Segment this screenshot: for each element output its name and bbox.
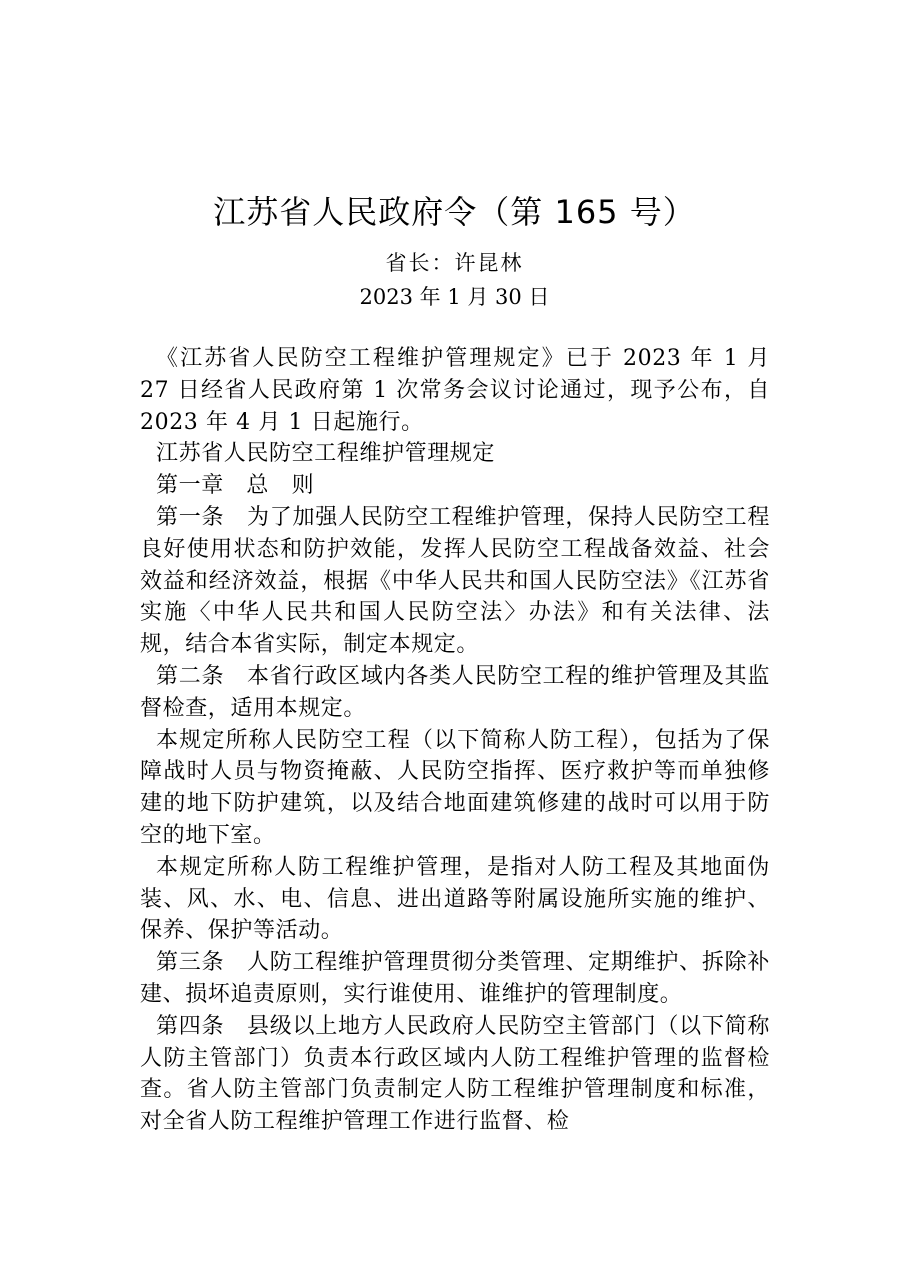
article-paragraph: 本规定所称人防工程维护管理，是指对人防工程及其地面伪装、风、水、电、信息、进出道路等附属设施所实施的维护、保养、保护等活动。 <box>140 854 770 944</box>
article-paragraph: 第二条 本省行政区域内各类人民防空工程的维护管理及其监督检查，适用本规定。 <box>140 663 770 721</box>
article-paragraph: 第四条 县级以上地方人民政府人民防空主管部门（以下简称人防主管部门）负责本行政区域内人防工程维护管理的监督检查。省人防主管部门负责制定人防工程维护管理制度和标准，对全省人防工程维护管理工作进行监督、检 <box>140 1013 770 1135</box>
article-paragraph: 第三条 人防工程维护管理贯彻分类管理、定期维护、拆除补建、损坏追责原则，实行谁使用、谁维护的管理制度。 <box>140 950 770 1007</box>
chapter-heading: 第一章 总 则 <box>156 473 315 499</box>
article-paragraph: 本规定所称人民防空工程（以下简称人防工程），包括为了保障战时人员与物资掩蔽、人民防空指挥、医疗救护等而单独修建的地下防护建筑，以及结合地面建筑修建的战时可以用于防空的地下室。 <box>140 727 770 848</box>
document-title: 江苏省人民政府令（第 165 号） <box>213 193 696 231</box>
promulgation-paragraph: 《江苏省人民防空工程维护管理规定》已于 2023 年 1 月 27 日经省人民政府第 1 次常务会议讨论通过，现予公布，自 2023 年 4 月 1 日起施行。 <box>140 346 770 435</box>
issue-date: 2023 年 1 月 30 日 <box>359 285 550 309</box>
regulation-title: 江苏省人民防空工程维护管理规定 <box>156 441 496 467</box>
article-paragraph: 第一条 为了加强人民防空工程维护管理，保持人民防空工程良好使用状态和防护效能，发挥人民防空工程战备效益、社会效益和经济效益，根据《中华人民共和国人民防空法》《江苏省实施〈中华人民共和国人民防空法〉办法》和有关法律、法规，结合本省实际，制定本规定。 <box>140 504 770 658</box>
governor-signature: 省长：许昆林 <box>385 251 524 275</box>
document-body <box>140 343 770 1138</box>
